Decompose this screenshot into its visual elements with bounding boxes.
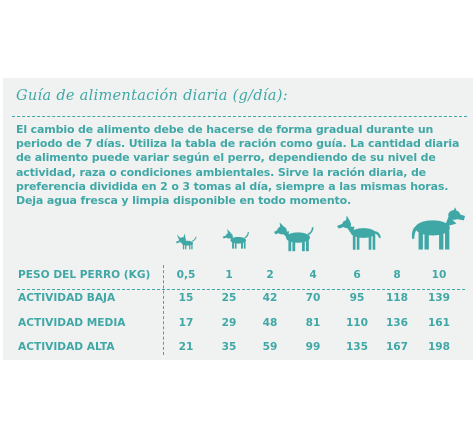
ration-cell: 35: [221, 341, 237, 353]
row-label-low-activity: ACTIVIDAD BAJA: [18, 292, 116, 304]
ration-cell: 161: [427, 317, 451, 329]
row-label-high-activity: ACTIVIDAD ALTA: [18, 341, 115, 353]
weight-cell: 6: [353, 269, 361, 281]
weight-header-label: PESO DEL PERRO (KG): [18, 269, 151, 281]
weight-cell: 1: [225, 269, 233, 281]
ration-cell: 198: [427, 341, 451, 353]
ration-cell: 15: [178, 292, 194, 304]
ration-cell: 48: [262, 317, 278, 329]
weight-cell: 8: [393, 269, 401, 281]
ration-cell: 17: [178, 317, 194, 329]
row-label-medium-activity: ACTIVIDAD MEDIA: [18, 317, 126, 329]
table-row: [3, 288, 473, 308]
guide-title: Guía de alimentación diaria (g/día):: [16, 88, 288, 104]
weight-cell: 0,5: [176, 269, 196, 281]
ration-cell: 139: [427, 292, 451, 304]
dog-size-4-icon: [337, 214, 381, 252]
ration-cell: 110: [345, 317, 369, 329]
dog-size-5-icon: [411, 206, 465, 252]
ration-cell: 59: [262, 341, 278, 353]
ration-cell: 167: [385, 341, 409, 353]
ration-cell: 118: [385, 292, 409, 304]
weight-cell: 2: [266, 269, 274, 281]
title-divider: [12, 116, 467, 117]
weight-header-row: [3, 265, 473, 285]
ration-cell: 70: [305, 292, 321, 304]
dog-size-3-icon: [273, 220, 315, 252]
table-row: [3, 337, 473, 357]
ration-cell: 135: [345, 341, 369, 353]
ration-cell: 25: [221, 292, 237, 304]
weight-cell: 4: [309, 269, 317, 281]
ration-cell: 81: [305, 317, 321, 329]
ration-cell: 95: [349, 292, 365, 304]
dog-size-1-icon: [175, 230, 197, 252]
dog-size-2-icon: [222, 224, 250, 252]
ration-cell: 99: [305, 341, 321, 353]
guide-intro-text: El cambio de alimento debe de hacerse de forma gradual durante un periodo de 7 días. Utiliza la tabla de ración como guía. La cantidad diaria de alimento puede variar según el perro, dependiendo de su nivel de actividad, raza o condiciones ambientales. Sirve la ración diaria, de preferencia dividida en 2 o 3 tomas al día, siempre a las mismas horas. Deja agua fresca y limpia disponible en todo momento.: [16, 123, 460, 208]
ration-cell: 29: [221, 317, 237, 329]
weight-cell: 10: [431, 269, 447, 281]
table-row: [3, 313, 473, 333]
ration-cell: 21: [178, 341, 194, 353]
ration-cell: 136: [385, 317, 409, 329]
ration-cell: 42: [262, 292, 278, 304]
feeding-guide-panel: [3, 78, 473, 360]
